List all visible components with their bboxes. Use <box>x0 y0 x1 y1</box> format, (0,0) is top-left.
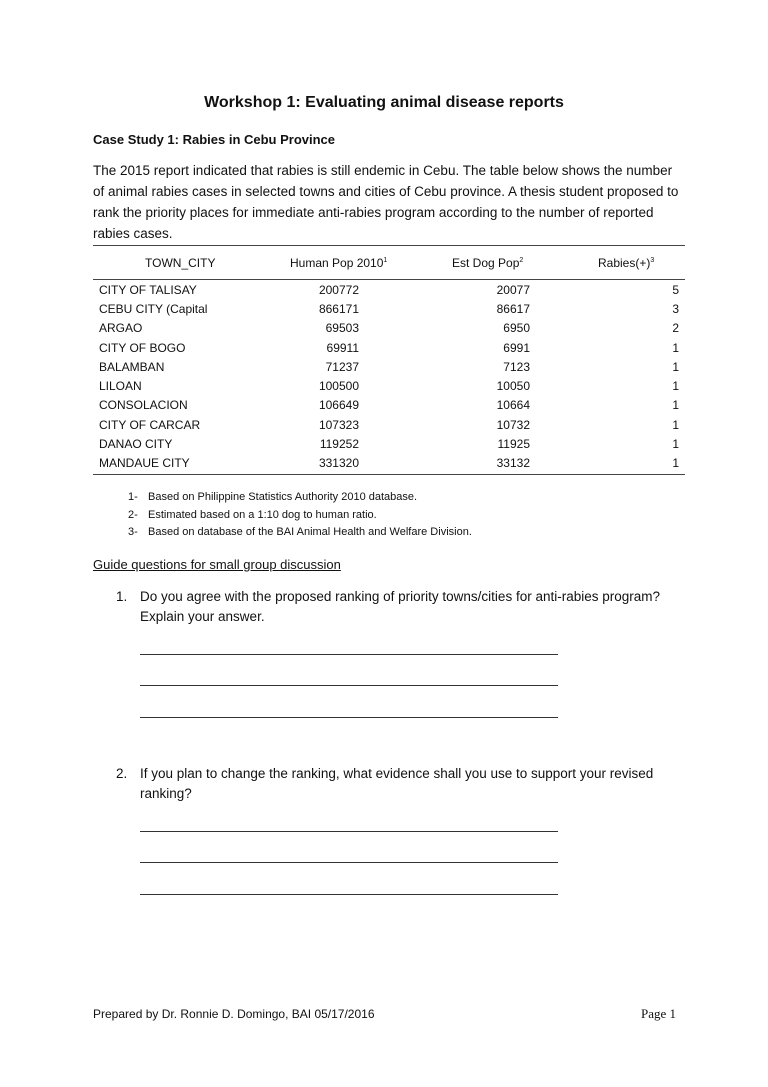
table-row: MANDAUE CITY 331320 33132 1 <box>99 456 679 470</box>
table-row: DANAO CITY 119252 11925 1 <box>99 437 679 451</box>
answer-line[interactable] <box>140 894 558 895</box>
footnote: 1- Based on Philippine Statistics Authority 2010 database. <box>128 491 418 503</box>
header-human-pop: Human Pop 2010$^1$ <box>290 256 388 270</box>
answer-line[interactable] <box>140 685 558 686</box>
table-header-rule <box>93 279 685 280</box>
footer-prepared-by: Prepared by Dr. Ronnie D. Domingo, BAI 05/17/2016 <box>93 1007 375 1021</box>
document-title: Workshop 1: Evaluating animal disease reports <box>204 94 564 111</box>
table-row: BALAMBAN 71237 7123 1 <box>99 360 679 374</box>
answer-line[interactable] <box>140 654 558 655</box>
table-row: CITY OF TALISAY 200772 20077 5 <box>99 283 679 297</box>
case-study-heading: Case Study 1: Rabies in Cebu Province <box>93 132 336 147</box>
answer-line[interactable] <box>140 831 558 832</box>
footnotes <box>128 489 472 542</box>
header-town-city: TOWN_CITY <box>145 256 216 270</box>
table-row: CONSOLACION 106649 10664 1 <box>99 398 679 412</box>
guide-heading: Guide questions for small group discussion <box>93 557 341 572</box>
table-bottom-rule <box>93 474 685 475</box>
table-row: CITY OF BOGO 69911 6991 1 <box>99 341 679 355</box>
header-dog-pop: Est Dog Pop$^2$ <box>452 256 524 270</box>
table-top-rule <box>93 245 685 246</box>
intro-paragraph: The 2015 report indicated that rabies is still endemic in Cebu. The table below shows the number of animal rabies cases in selected towns and cities of Cebu province. A thesis student proposed to rank the priority places for immediate anti-rabies program according to the number of reported rabies cases. <box>93 163 679 241</box>
footnote: 3- Based on database of the BAI Animal Health and Welfare Division. <box>128 526 472 538</box>
footnote: 2- Estimated based on a 1:10 dog to human ratio. <box>128 508 377 521</box>
answer-line[interactable] <box>140 862 558 863</box>
table-row: CEBU CITY (Capital 866171 86617 3 <box>99 302 679 316</box>
footer-page-number: Page 1 <box>640 1006 676 1021</box>
table-row: LILOAN 100500 10050 1 <box>99 379 679 393</box>
answer-line[interactable] <box>140 717 558 718</box>
table-row: CITY OF CARCAR 107323 10732 1 <box>99 418 679 432</box>
header-rabies: $Rabies(+)^3$ <box>598 256 655 270</box>
table-row: ARGAO 69503 6950 2 <box>99 321 679 335</box>
